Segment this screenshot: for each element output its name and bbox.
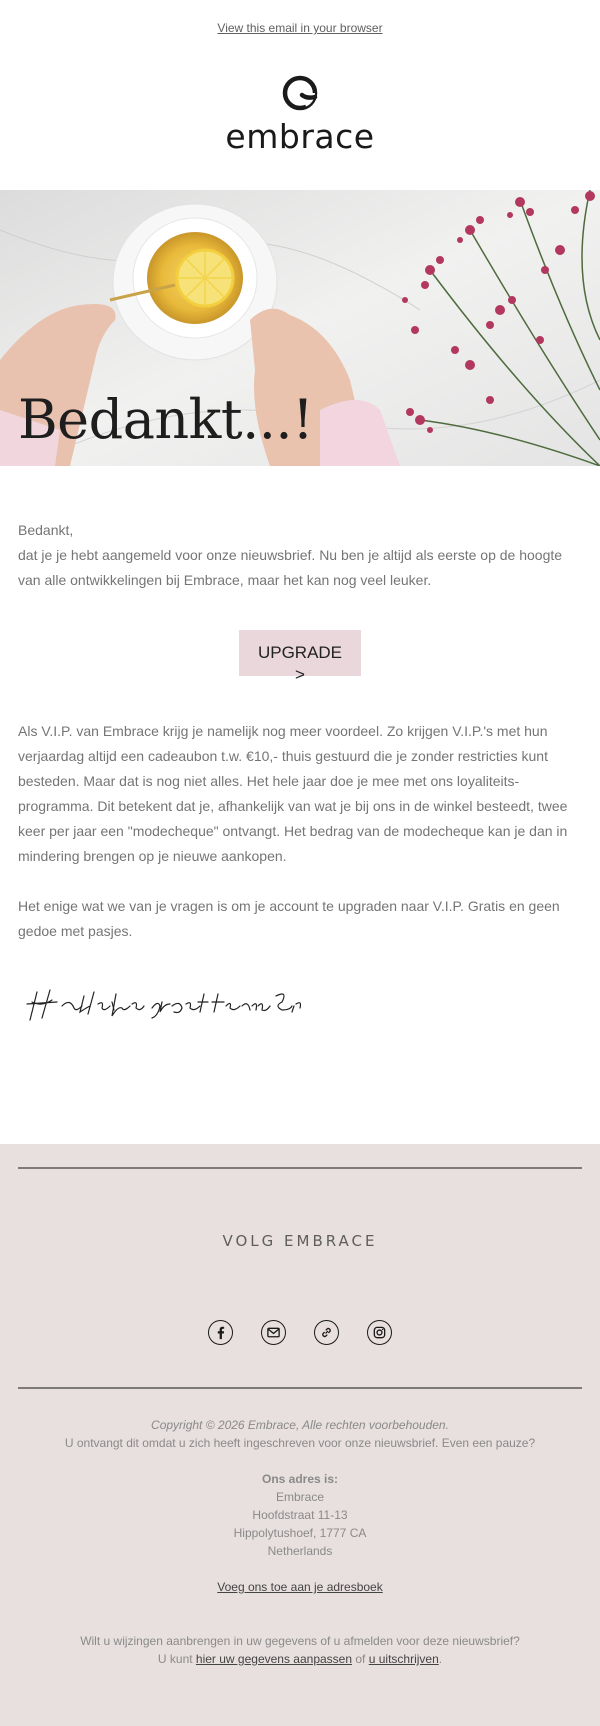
footer	[0, 1144, 600, 1726]
update-preferences-link[interactable]: hier uw gegevens aanpassen	[195, 1652, 353, 1666]
change-prefix: U kunt	[157, 1652, 196, 1666]
address-label: Ons adres is:	[261, 1472, 339, 1486]
subscribed-note: U ontvangt dit omdat u zich heeft ingeschreven voor onze nieuwsbrief. Even een pauze?	[64, 1436, 536, 1450]
hero-banner	[0, 190, 600, 466]
browser-link-row	[0, 0, 600, 52]
address-line: Embrace	[275, 1490, 325, 1504]
handwritten-signature	[12, 972, 312, 1032]
instagram-icon[interactable]	[367, 1320, 392, 1345]
unsubscribe-link[interactable]: u uitschrijven	[368, 1652, 439, 1666]
signature	[0, 944, 600, 1144]
change-suffix: .	[438, 1652, 443, 1666]
vip-paragraph: Als V.I.P. van Embrace krijg je namelijk nog meer voordeel. Zo krijgen V.I.P.'s met hun verjaardag altijd een cadeaubon t.w. €10,- thuis gestuurd die je zonder restricties kunt besteden. Maar dat is nog niet alles. Het hele jaar doe je mee met ons loyaliteits-programma. Dit betekent dat je, afhankelijk van wat je bij ons in de winkel besteedt, twee keer per jaar een "modecheque" ontvangt. Het bedrag van de modecheque kan je dan in mindering brengen op je nieuwe aankopen.	[18, 723, 568, 864]
divider-top	[18, 1167, 582, 1169]
change-question: Wilt u wijzingen aanbrengen in uw gegevens of u afmelden voor deze nieuwsbrief?	[80, 1634, 520, 1648]
greeting-text: Bedankt,	[18, 522, 74, 538]
upgrade-paragraph: Het enige wat we van je vragen is om je account te upgraden naar V.I.P. Gratis en geen gedoe met pasjes.	[18, 898, 560, 939]
upgrade-button[interactable]: UPGRADE >	[239, 630, 361, 676]
hero-title: Bedankt...!	[18, 388, 314, 451]
addressbook-link[interactable]: Voeg ons toe aan je adresboek	[217, 1580, 383, 1594]
change-middle: of	[352, 1652, 369, 1666]
address-line: Netherlands	[267, 1544, 333, 1558]
logo	[0, 52, 600, 190]
button-row	[18, 630, 582, 688]
logo-text: embrace	[225, 117, 375, 156]
link-icon[interactable]	[314, 1320, 339, 1345]
address-line: Hippolytushoef, 1777 CA	[233, 1526, 367, 1540]
follow-heading: VOLG EMBRACE	[222, 1232, 378, 1250]
facebook-icon[interactable]	[208, 1320, 233, 1345]
embrace-logo-icon	[280, 73, 320, 113]
view-in-browser-link[interactable]: View this email in your browser	[217, 21, 383, 35]
divider-bottom	[18, 1387, 582, 1389]
intro-text: dat je je hebt aangemeld voor onze nieuwsbrief. Nu ben je altijd als eerste op de hoogte van alle ontwikkelingen bij Embrace, maar het kan nog veel leuker.	[18, 547, 563, 588]
address-line: Hoofdstraat 11-13	[252, 1508, 348, 1522]
social-links	[18, 1320, 582, 1345]
email-body	[0, 466, 600, 944]
change-line	[18, 1650, 582, 1668]
copyright-text: Copyright © 2026 Embrace, Alle rechten voorbehouden.	[151, 1418, 449, 1432]
email-icon[interactable]	[261, 1320, 286, 1345]
